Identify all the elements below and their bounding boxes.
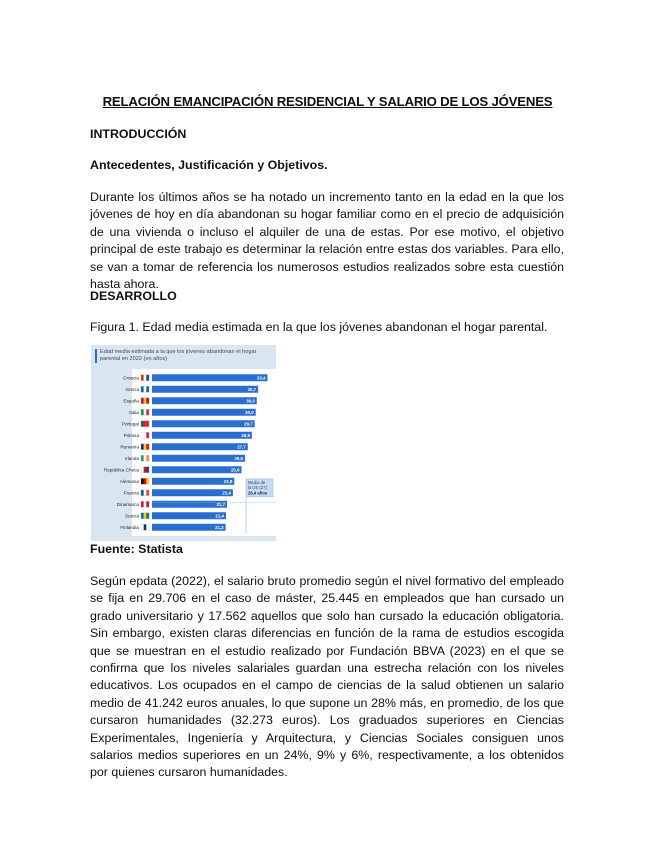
value-label: 27,7: [237, 444, 246, 450]
chart-title: Edad media estimada a la que los jóvenes abandonan el hogar parental en 2022 (en años): [100, 349, 257, 362]
plot-area: [132, 369, 276, 536]
country-flag-icon: [141, 432, 149, 438]
category-label: Croacia: [123, 375, 139, 381]
value-label: 30,7: [247, 386, 257, 392]
country-flag-icon: [141, 455, 149, 461]
country-flag-icon: [141, 490, 149, 496]
development-paragraph: Según epdata (2022), el salario bruto promedio según el nivel formativo del empleado se fija en 29.706 en el caso de máster, 25.445 en empleados que han cursado un grado universitario y 17.562 aquellos que solo han cursado la educación obligatoria. Sin embargo, existen claras diferencias en función de la rama de estudios escogida que se muestran en el estudio realizado por Fundación BBVA (2023) en el que se confirma que los niveles salariales guardan una estrecha relación con los niveles educativos. Los ocupados en el campo de ciencias de la salud obtienen un salario medio de 41.242 euros anuales, lo que supone un 28% más, en promedio, de los que cursaron humanidades (32.273 euros). Los graduados superiores en Ciencias Experimentales, Ingeniería y Arquitectura, y Ciencias Sociales consiguen unos salarios medios superiores en un 24%, 9% y 6%, respectivamente, a los obtenidos por quienes cursaron humanidades.: [90, 574, 564, 780]
category-label: Portugal: [121, 421, 139, 427]
figure-caption: Figura 1. Edad media estimada en la que los jóvenes abandonan el hogar parental.: [90, 320, 548, 334]
bar: [152, 420, 255, 427]
category-label: Francia: [123, 490, 139, 496]
country-flag-icon: [141, 467, 149, 473]
country-flag-icon: [141, 444, 149, 450]
section-heading-introduccion: INTRODUCCIÓN: [90, 127, 187, 141]
section-heading-desarrollo: DESARROLLO: [90, 289, 177, 303]
figure-source: Fuente: Statista: [90, 542, 183, 556]
value-label: 33,4: [256, 375, 266, 381]
annotation-text: la UE (27): [248, 485, 267, 491]
bar: [152, 466, 242, 473]
value-label: 29,7: [244, 421, 253, 427]
value-label: 23,4: [222, 490, 231, 496]
country-flag-icon: [141, 375, 149, 381]
country-flag-icon: [141, 386, 149, 392]
bar: [152, 386, 258, 393]
value-label: 30,3: [246, 398, 255, 404]
value-label: 28,9: [241, 432, 250, 438]
country-flag-icon: [141, 524, 149, 530]
annotation-text: 26,4 años: [248, 490, 268, 496]
category-label: Finlandia: [120, 525, 139, 531]
category-label: Polonia: [123, 433, 139, 439]
value-label: 23,8: [223, 478, 233, 484]
country-flag-icon: [141, 513, 149, 519]
country-flag-icon: [141, 501, 149, 507]
bar-chart: [91, 345, 276, 541]
category-label: España: [123, 398, 139, 404]
value-label: 21,3: [215, 524, 224, 530]
chart-plot: [91, 345, 276, 541]
subsection-heading: Antecedentes, Justificación y Objetivos.: [90, 158, 328, 172]
value-label: 21,4: [215, 513, 224, 519]
category-label: Irlanda: [124, 456, 139, 462]
value-label: 26,9: [234, 455, 243, 461]
bar: [152, 432, 252, 439]
category-label: Grecia: [125, 387, 139, 393]
annotation-text: Media de: [248, 479, 266, 485]
bar: [152, 489, 233, 496]
bar: [152, 374, 267, 381]
category-label: Dinamarca: [116, 502, 139, 508]
bar: [152, 443, 248, 450]
value-label: 25,9: [230, 467, 240, 473]
value-label: 30,0: [245, 409, 254, 415]
category-label: Suecia: [124, 513, 139, 519]
category-label: Alemania: [119, 479, 139, 485]
country-flag-icon: [141, 398, 149, 404]
country-flag-icon: [141, 421, 149, 427]
bar: [152, 455, 245, 462]
category-label: Rumanía: [120, 444, 139, 450]
bar: [152, 478, 234, 485]
category-label: Italia: [129, 410, 139, 416]
country-flag-icon: [141, 478, 149, 484]
document-title: RELACIÓN EMANCIPACIÓN RESIDENCIAL Y SALARIO DE LOS JÓVENES: [102, 94, 553, 109]
category-label: República Checa: [104, 467, 139, 473]
intro-paragraph: Durante los últimos años se ha notado un incremento tanto en la edad en la que los jóvenes de hoy en día abandonan su hogar familiar como en el precio de adquisición de una vivienda o incluso el alquiler de una de estas. Por ese motivo, el objetivo principal de este trabajo es determinar la relación entre estas dos variables. Para ello, se van a tomar de referencia los numerosos estudios realizados sobre esta cuestión hasta ahora.: [90, 190, 564, 292]
bar: [152, 409, 256, 416]
value-label: 21,7: [216, 501, 226, 507]
country-flag-icon: [141, 409, 149, 415]
bar: [152, 397, 257, 404]
